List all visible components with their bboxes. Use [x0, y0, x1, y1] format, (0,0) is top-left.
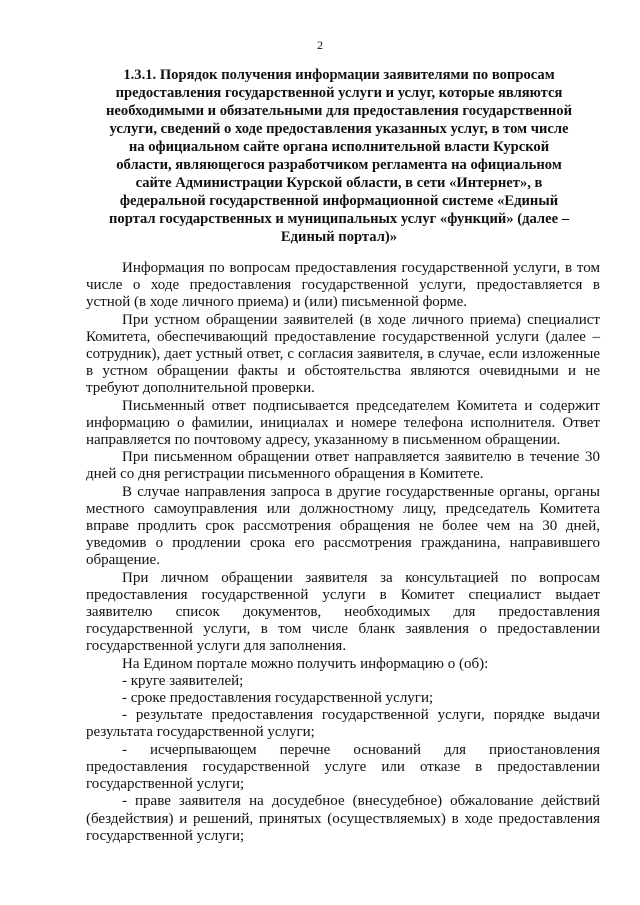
paragraph-portal-info-intro: На Едином портале можно получить информацию о (об): [122, 655, 489, 672]
paragraph-response-term: При письменном обращении ответ направляется заявителю в течение 30 дней со дня регистрации письменного обращения в Комитете. [86, 449, 600, 483]
document-body [86, 260, 600, 845]
list-item: - исчерпывающем перечне оснований для приостановления предоставления государственной услуге или отказе в предоставлении государственной услуги; [86, 741, 600, 793]
list-item: - результате предоставления государственной услуги, порядке выдачи результата государственной услуги; [86, 707, 600, 741]
paragraph-oral-request: При устном обращении заявителей (в ходе личного приема) специалист Комитета, обеспечивающий предоставление государственной услуги (далее – сотрудник), дает устный ответ, с согласия заявителя, в случае, если изложенные в устном обращении факты и обстоятельства являются очевидными и не требуют дополнительной проверки. [86, 311, 600, 397]
paragraph-written-answer: Письменный ответ подписывается председателем Комитета и содержит информацию о фамилии, инициалах и номере телефона исполнителя. Ответ направляется по почтовому адресу, указанному в письменном обращении. [86, 397, 600, 449]
list-item: - сроке предоставления государственной услуги; [122, 690, 434, 707]
section-heading: 1.3.1. Порядок получения информации заявителями по вопросам предоставления государственной услуги и услуг, которые являются необходимыми и обязательными для предоставления государственной услуги, сведений о ходе предоставления указанных услуг, в том числе на официальном сайте органа исполнительной власти Курской области, являющегося разработчиком регламента на официальном сайте Администрации Курской области, в сети «Интернет», в федеральной государственной информационной системе «Единый портал государственных и муниципальных услуг «функций» (далее – Единый портал)» [106, 67, 572, 245]
paragraph-personal-consultation: При личном обращении заявителя за консультацией по вопросам предоставления государственной услуги в Комитет специалист выдает заявителю список документов, необходимых для предоставления государственной услуги, в том числе бланк заявления о предоставлении государственной услуги для заполнения. [86, 569, 600, 655]
list-item: - праве заявителя на досудебное (внесудебное) обжалование действий (бездействия) и решений, принятых (осуществляемых) в ходе предоставления государственной услуги; [86, 793, 600, 844]
paragraph-term-extension: В случае направления запроса в другие государственные органы, органы местного самоуправления или должностному лицу, председатель Комитета вправе продлить срок рассмотрения обращения не более чем на 30 дней, уведомив о продлении срока его рассмотрения гражданина, направившего обращение. [86, 483, 600, 569]
list-item: - круге заявителей; [122, 672, 244, 689]
paragraph-info-forms: Информация по вопросам предоставления государственной услуги, в том числе о ходе предоставления государственной услуги, предоставляется в устной (в ходе личного приема) и (или) письменной форме. [86, 260, 600, 311]
page-number: 2 [317, 38, 323, 52]
